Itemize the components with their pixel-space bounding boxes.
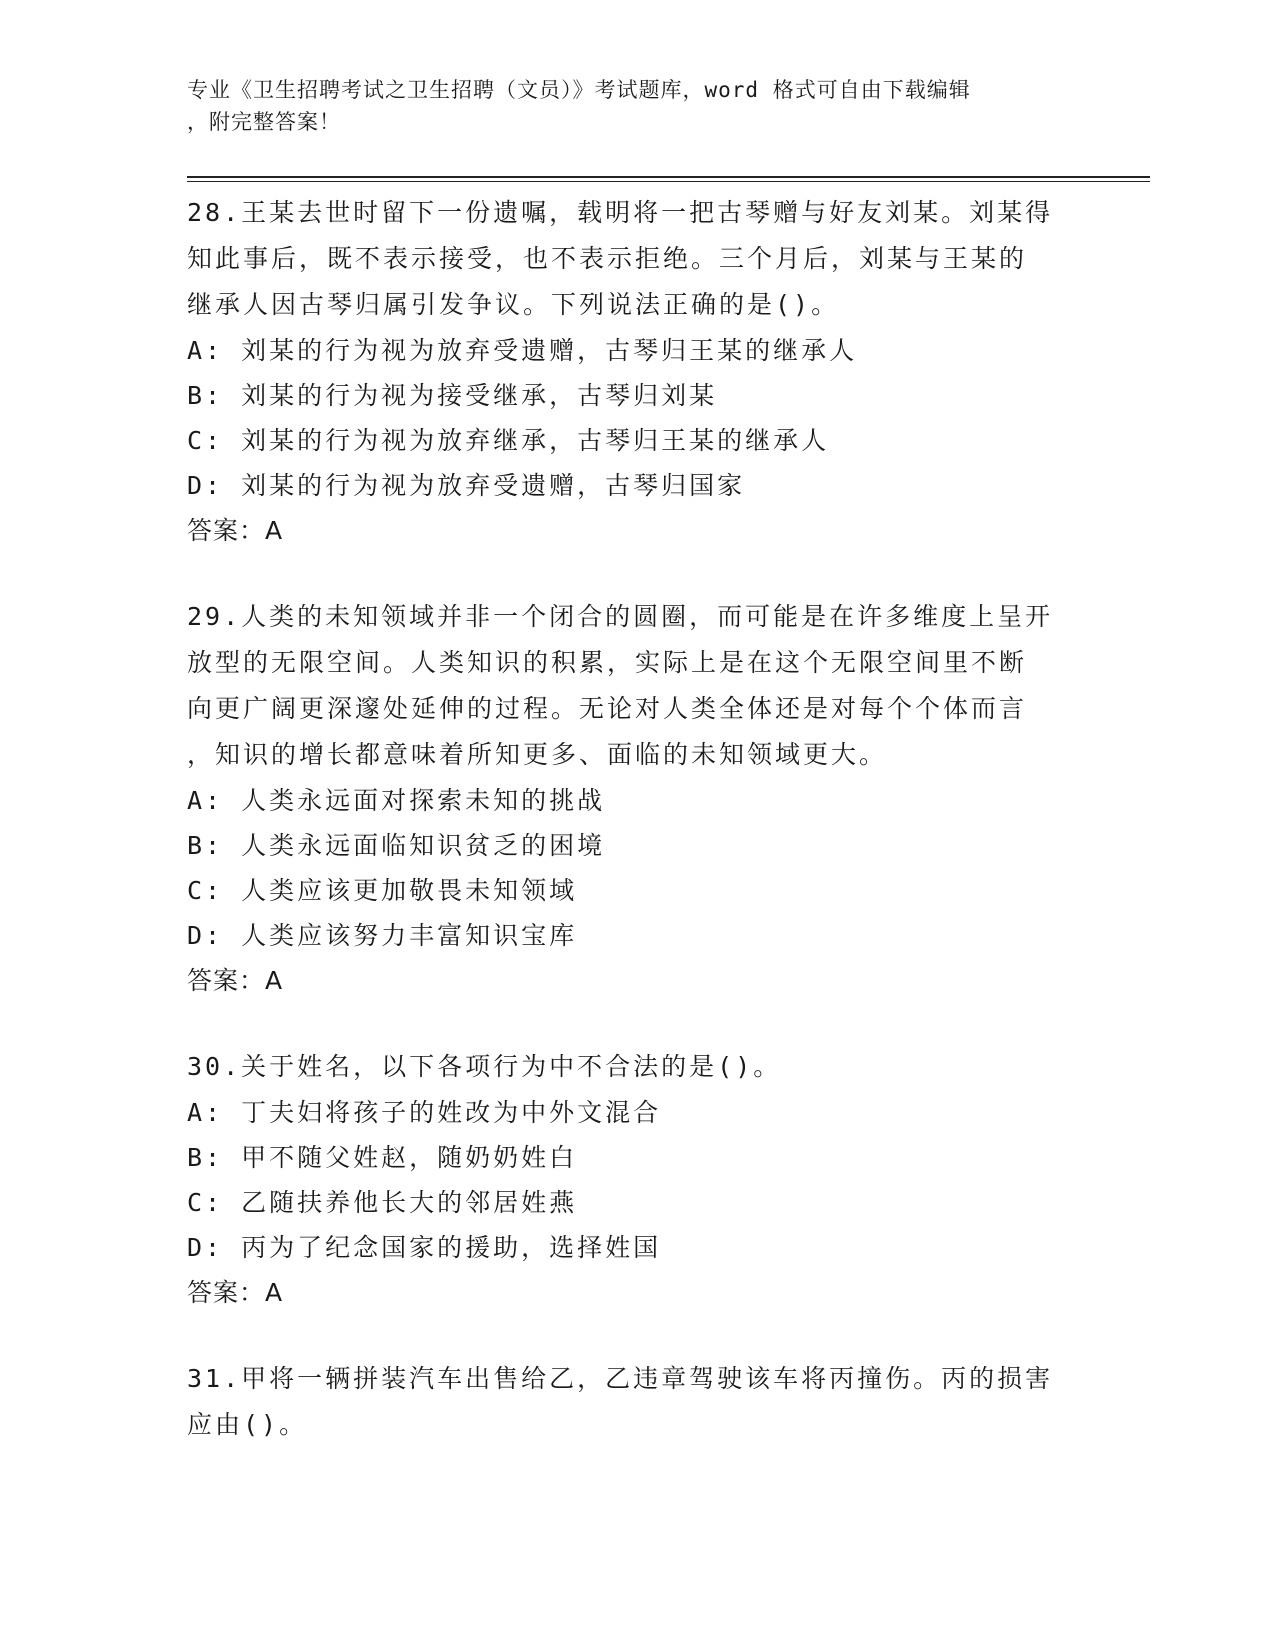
- question-stem-line: 继承人因古琴归属引发争议。下列说法正确的是()。: [187, 290, 840, 319]
- header-intro-line-1: 专业《卫生招聘考试之卫生招聘（文员）》考试题库，word 格式可自由下载编辑: [187, 78, 971, 102]
- question-stem-line: 知此事后，既不表示接受，也不表示拒绝。三个月后，刘某与王某的: [187, 244, 1028, 273]
- question-stem-line: 29.人类的未知领域并非一个闭合的圆圈，而可能是在许多维度上呈开: [187, 602, 1054, 631]
- question-29: [187, 594, 1067, 1004]
- question-stem-line: 应由()。: [187, 1410, 308, 1439]
- answer-line: [187, 958, 1067, 1004]
- question-stem-line: 31.甲将一辆拼装汽车出售给乙，乙违章驾驶该车将丙撞伤。丙的损害: [187, 1364, 1054, 1393]
- option-d: D: 丙为了纪念国家的援助，选择姓国: [187, 1233, 662, 1262]
- document-header: [187, 74, 1067, 138]
- option-a: A: 刘某的行为视为放弃受遗赠，古琴归王某的继承人: [187, 336, 858, 365]
- question-30: [187, 1044, 1067, 1316]
- option-c: C: 人类应该更加敬畏未知领域: [187, 876, 578, 905]
- question-31: [187, 1356, 1067, 1448]
- header-divider-thick: [187, 176, 1150, 178]
- option-b: B: 人类永远面临知识贫乏的困境: [187, 831, 606, 860]
- question-stem-line: 28.王某去世时留下一份遗嘱，载明将一把古琴赠与好友刘某。刘某得: [187, 198, 1054, 227]
- header-divider-thin: [187, 181, 1150, 182]
- question-stem-line: 30.关于姓名，以下各项行为中不合法的是()。: [187, 1052, 782, 1081]
- header-intro-line-2: ，附完整答案！: [187, 110, 341, 134]
- option-d: D: 人类应该努力丰富知识宝库: [187, 921, 578, 950]
- answer-value: A: [265, 1278, 284, 1307]
- answer-line: [187, 1270, 1067, 1316]
- question-stem-line: 向更广阔更深邃处延伸的过程。无论对人类全体还是对每个个体而言: [187, 694, 1028, 723]
- option-b: B: 刘某的行为视为接受继承，古琴归刘某: [187, 381, 718, 410]
- option-a: A: 丁夫妇将孩子的姓改为中外文混合: [187, 1098, 662, 1127]
- answer-value: A: [265, 516, 284, 545]
- option-c: C: 刘某的行为视为放弃继承，古琴归王某的继承人: [187, 426, 830, 455]
- option-a: A: 人类永远面对探索未知的挑战: [187, 786, 606, 815]
- question-28: [187, 190, 1067, 554]
- answer-value: A: [265, 966, 284, 995]
- option-d: D: 刘某的行为视为放弃受遗赠，古琴归国家: [187, 471, 746, 500]
- answer-line: [187, 508, 1067, 554]
- answer-label: 答案：: [187, 1278, 266, 1307]
- answer-label: 答案：: [187, 516, 266, 545]
- question-list: [187, 190, 1067, 1488]
- answer-label: 答案：: [187, 966, 266, 995]
- question-stem-line: 放型的无限空间。人类知识的积累，实际上是在这个无限空间里不断: [187, 648, 1028, 677]
- question-stem-line: ，知识的增长都意味着所知更多、面临的未知领域更大。: [187, 740, 888, 769]
- option-c: C: 乙随扶养他长大的邻居姓燕: [187, 1188, 578, 1217]
- option-b: B: 甲不随父姓赵，随奶奶姓白: [187, 1143, 578, 1172]
